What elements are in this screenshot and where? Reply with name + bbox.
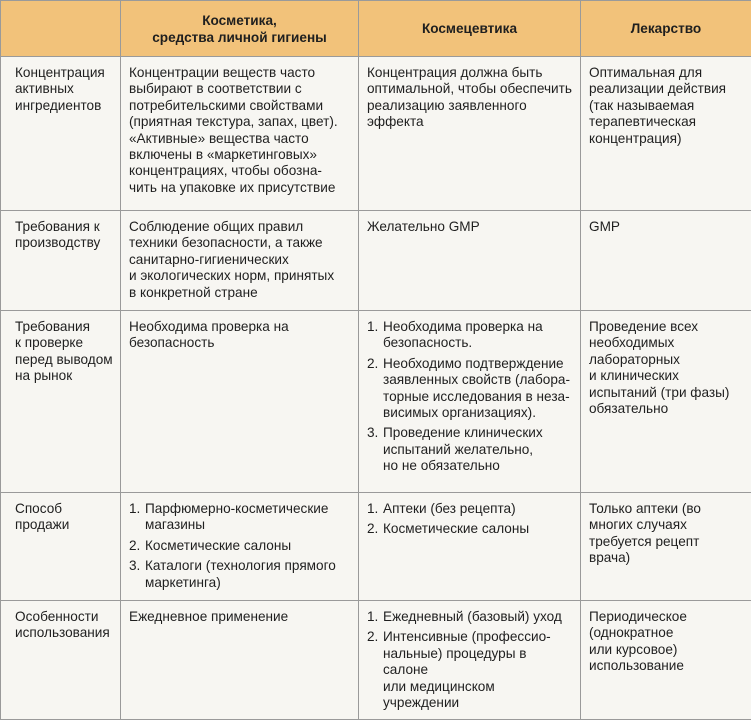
cell-drug: Проведение всех необходимых лабораторных и клинических испытаний (три фазы) обязательно <box>581 311 751 493</box>
header-cosmeceutics: Космецевтика <box>359 1 581 57</box>
table-row <box>1 601 751 720</box>
table-row <box>1 493 751 601</box>
row-label: Требования к производству <box>1 211 121 311</box>
cell-cosmetics: Концентрации веществ часто выбирают в соответствии с потребительскими свойствами (приятная текстура, запах, цвет). «Активные» вещества часто включены в «маркетинговых» концентрациях, чтобы обозна- чить на упаковке их присутствие <box>121 57 359 211</box>
header-row <box>1 1 751 57</box>
list-item: 3. Проведение клинических испытаний желательно, но не обязательно <box>367 425 574 474</box>
table-row <box>1 211 751 311</box>
list-item: 1. Парфюмерно-косметические магазины <box>129 501 352 534</box>
cell-cosmetics: Необходима проверка на безопасность <box>121 311 359 493</box>
cell-drug: GMP <box>581 211 751 311</box>
cell-cosmetics <box>121 493 359 601</box>
row-label: Особенности использования <box>1 601 121 720</box>
header-cosmetics: Косметика, средства личной гигиены <box>121 1 359 57</box>
cell-cosmeceutics <box>359 493 581 601</box>
row-label: Требования к проверке перед выводом на рынок <box>1 311 121 493</box>
numbered-list <box>367 609 574 711</box>
list-item: 2. Косметические салоны <box>367 521 574 537</box>
cell-cosmeceutics: Концентрация должна быть оптимальной, чтобы обеспечить реализацию заявленного эффекта <box>359 57 581 211</box>
numbered-list <box>129 501 352 591</box>
row-label: Концентрация активных ингредиентов <box>1 57 121 211</box>
cell-cosmetics: Ежедневное применение <box>121 601 359 720</box>
list-item: 2. Косметические салоны <box>129 538 352 554</box>
numbered-list <box>367 319 574 475</box>
table-row <box>1 57 751 211</box>
header-empty-cell <box>1 1 121 57</box>
cell-drug: Оптимальная для реализации действия (так называемая терапевтическая концентрация) <box>581 57 751 211</box>
row-label: Способ продажи <box>1 493 121 601</box>
list-item: 2. Интенсивные (профессио- нальные) процедуры в салоне или медицинском учреждении <box>367 629 574 711</box>
cell-cosmeceutics <box>359 311 581 493</box>
header-drug: Лекарство <box>581 1 751 57</box>
list-item: 3. Каталоги (технология прямого маркетинга) <box>129 558 352 591</box>
table-row <box>1 311 751 493</box>
cell-cosmetics: Соблюдение общих правил техники безопасности, а также санитарно-гигиенических и экологических норм, принятых в конкретной стране <box>121 211 359 311</box>
numbered-list <box>367 501 574 538</box>
list-item: 1. Необходима проверка на безопасность. <box>367 319 574 352</box>
list-item: 2. Необходимо подтверждение заявленных свойств (лабора- торные исследования в неза- висимых организациях). <box>367 356 574 422</box>
cell-drug: Периодическое (однократное или курсовое) использование <box>581 601 751 720</box>
cell-cosmeceutics <box>359 601 581 720</box>
cell-drug: Только аптеки (во многих случаях требуется рецепт врача) <box>581 493 751 601</box>
list-item: 1. Аптеки (без рецепта) <box>367 501 574 517</box>
cell-cosmeceutics: Желательно GMP <box>359 211 581 311</box>
list-item: 1. Ежедневный (базовый) уход <box>367 609 574 625</box>
